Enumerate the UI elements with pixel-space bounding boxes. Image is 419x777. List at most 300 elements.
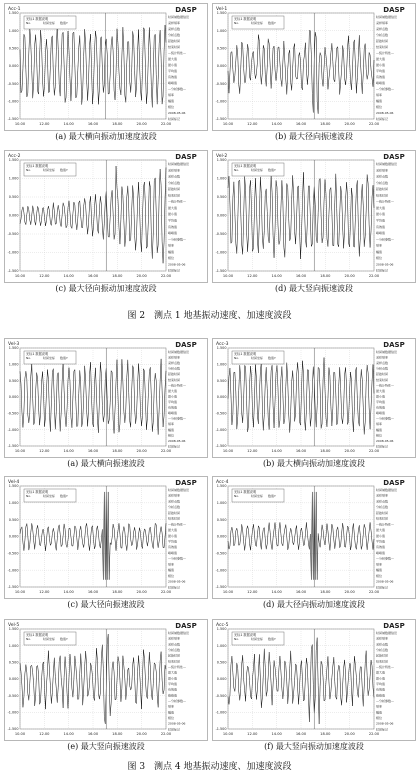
x-tick-label: 10.00 xyxy=(14,274,26,278)
y-tick-label: -1.000 xyxy=(215,568,227,573)
x-tick-label: 10.00 xyxy=(222,732,234,736)
cursor-info-col: 数值Y xyxy=(268,637,276,641)
panel-caption: (a) 最大横向振速波段 xyxy=(67,459,145,468)
dasp-side-text: —统计特性— xyxy=(376,51,395,55)
dasp-side-text: 时间域数据信息 xyxy=(168,162,190,166)
x-tick-label: 20.00 xyxy=(136,732,147,736)
cursor-info-col: 时间坐标 xyxy=(251,168,264,172)
x-tick-label: 14.00 xyxy=(63,449,74,453)
x-tick-label: 18.00 xyxy=(112,122,123,126)
cursor-info-col: No. xyxy=(26,21,31,25)
cursor-info-col: No. xyxy=(26,356,31,360)
x-tick-label: 10.00 xyxy=(14,732,26,736)
panel-caption: (d) 最大径向振动加速度波段 xyxy=(263,600,365,609)
dasp-logo: DASP xyxy=(383,622,405,630)
dasp-side-text: 结束时间 xyxy=(376,193,389,198)
dasp-side-text: 时间标记 xyxy=(376,268,389,273)
dasp-side-text: 平均值 xyxy=(376,400,386,404)
y-tick-label: -0.500 xyxy=(215,693,227,698)
dasp-side-text: —分析参数— xyxy=(376,416,395,421)
dasp-side-text: 时间域数据信息 xyxy=(168,15,190,19)
x-tick-label: 20.00 xyxy=(136,590,147,594)
x-tick-label: 20.00 xyxy=(344,590,355,594)
x-tick-label: 22.00 xyxy=(368,732,380,736)
y-tick-label: 1.000 xyxy=(216,643,227,648)
y-tick-label: 1.000 xyxy=(216,501,227,506)
x-tick-label: 20.00 xyxy=(136,122,147,126)
cursor-info-col: 数值Y xyxy=(268,168,276,172)
waveform-plot xyxy=(4,619,208,741)
dasp-side-text: 2008-05-06 xyxy=(376,721,394,726)
x-tick-label: 18.00 xyxy=(320,732,331,736)
dasp-side-text: 有效值 xyxy=(168,687,178,692)
x-tick-label: 20.00 xyxy=(136,449,147,453)
cursor-info-col: No. xyxy=(26,637,31,641)
dasp-logo: DASP xyxy=(175,153,197,161)
cursor-info-col: 时间坐标 xyxy=(43,356,56,360)
waveform-plot xyxy=(4,150,208,283)
x-tick-label: 18.00 xyxy=(112,732,123,736)
cursor-info-col: 数值Y xyxy=(60,356,68,360)
y-tick-label: 1.000 xyxy=(8,643,19,648)
dasp-side-text: 起始时间 xyxy=(168,372,181,377)
dasp-side-text: 结束时间 xyxy=(376,516,389,521)
y-tick-label: 0.000 xyxy=(216,677,227,682)
dasp-side-text: 分析点数 xyxy=(168,648,181,652)
dasp-side-text: 采样点数 xyxy=(376,27,389,31)
dasp-side-text: 2008-05-06 xyxy=(376,579,394,584)
x-tick-label: 12.00 xyxy=(247,590,258,594)
x-tick-label: 10.00 xyxy=(14,122,26,126)
dasp-side-text: 相位 xyxy=(376,716,383,720)
dasp-side-text: 分析点数 xyxy=(376,505,389,510)
dasp-side-text: 有效值 xyxy=(168,545,178,550)
waveform-panel-3f xyxy=(212,619,416,753)
y-tick-label: -1.500 xyxy=(7,585,19,590)
dasp-logo: DASP xyxy=(383,6,405,14)
dasp-side-text: 时间标记 xyxy=(168,585,181,590)
dasp-side-text: 时间域数据信息 xyxy=(168,350,190,354)
dasp-side-text: 结束时间 xyxy=(376,377,389,382)
dasp-side-text: 采样点数 xyxy=(168,642,181,647)
dasp-side-text: 分析点数 xyxy=(168,33,181,37)
dasp-side-text: 频率 xyxy=(376,704,383,709)
waveform-plot xyxy=(212,476,416,599)
dasp-side-text: 相位 xyxy=(376,433,383,438)
x-tick-label: 14.00 xyxy=(271,122,282,126)
y-tick-label: 1.500 xyxy=(8,484,19,489)
dasp-logo: DASP xyxy=(175,6,197,14)
y-tick-label: 0.000 xyxy=(8,534,19,539)
cursor-info-header: 光标1 数据说明 xyxy=(234,164,257,168)
x-tick-label: 16.00 xyxy=(295,122,307,126)
x-tick-label: 16.00 xyxy=(295,449,307,453)
dasp-side-text: 最大值 xyxy=(168,205,178,210)
channel-label: Acc-5 xyxy=(216,623,229,628)
panel-caption: (b) 最大径向振速波段 xyxy=(275,132,353,141)
dasp-side-text: 相位 xyxy=(168,716,175,720)
channel-label: Vel-2 xyxy=(216,154,228,159)
dasp-side-text: —分析参数— xyxy=(376,699,395,703)
dasp-side-text: 分析点数 xyxy=(376,180,389,185)
dasp-side-text: 时间标记 xyxy=(168,117,181,121)
x-tick-label: 20.00 xyxy=(344,732,355,736)
y-tick-label: 0.000 xyxy=(216,534,227,539)
y-tick-label: 1.000 xyxy=(216,176,227,181)
dasp-side-text: 采样频率 xyxy=(376,168,389,173)
y-tick-label: 0.000 xyxy=(216,213,227,218)
x-tick-label: 12.00 xyxy=(39,590,50,594)
dasp-side-text: 有效值 xyxy=(168,405,178,410)
x-tick-label: 16.00 xyxy=(87,122,99,126)
y-tick-label: 1.500 xyxy=(216,346,227,351)
waveform-panel-3e xyxy=(4,619,208,753)
dasp-side-text: 起始时间 xyxy=(376,372,389,377)
dasp-side-text: —统计特性— xyxy=(168,522,187,527)
y-tick-label: 1.500 xyxy=(216,484,227,489)
dasp-side-text: 采样点数 xyxy=(376,361,389,366)
dasp-side-text: —统计特性— xyxy=(376,383,395,388)
dasp-side-text: —分析参数— xyxy=(168,237,187,242)
x-tick-label: 14.00 xyxy=(63,590,74,594)
dasp-side-text: 平均值 xyxy=(168,682,178,686)
dasp-side-text: 幅值 xyxy=(168,99,175,103)
x-tick-label: 18.00 xyxy=(112,590,123,594)
channel-label: Vel-1 xyxy=(216,7,228,12)
y-tick-label: -1.000 xyxy=(215,710,227,715)
cursor-info-col: 数值Y xyxy=(60,21,68,25)
dasp-side-text: 起始时间 xyxy=(376,187,389,192)
cursor-info-col: 数值Y xyxy=(268,356,276,360)
cursor-info-header: 光标1 数据说明 xyxy=(234,17,257,21)
dasp-side-text: 采样频率 xyxy=(168,355,181,360)
dasp-side-text: —统计特性— xyxy=(376,199,395,204)
y-tick-label: 0.000 xyxy=(8,677,19,682)
dasp-side-text: 采样频率 xyxy=(168,636,181,641)
dasp-side-text: 采样点数 xyxy=(376,499,389,504)
dasp-side-text: 平均值 xyxy=(168,400,178,404)
y-tick-label: 1.500 xyxy=(8,627,19,632)
x-tick-label: 12.00 xyxy=(39,274,50,278)
dasp-side-text: 2008-05-06 xyxy=(168,262,186,267)
cursor-info-header: 光标1 数据说明 xyxy=(26,352,49,356)
dasp-side-text: 频率 xyxy=(168,562,175,567)
dasp-side-text: 幅值 xyxy=(168,568,175,573)
dasp-side-text: 2008-05-06 xyxy=(168,111,186,115)
y-tick-label: 1.000 xyxy=(8,28,19,33)
dasp-side-text: 有效值 xyxy=(168,75,178,79)
figure-2-caption: 图 2 测点 1 地基振动速度、加速度波段 xyxy=(127,311,292,321)
dasp-side-text: 采样点数 xyxy=(376,642,389,647)
dasp-side-text: 时间标记 xyxy=(168,444,181,449)
dasp-side-text: 结束时间 xyxy=(376,659,389,664)
x-tick-label: 14.00 xyxy=(63,732,74,736)
y-tick-label: -0.500 xyxy=(7,232,19,237)
dasp-side-text: 最小值 xyxy=(168,63,178,67)
dasp-side-text: 相位 xyxy=(376,573,383,578)
dasp-side-text: 幅值 xyxy=(376,99,383,103)
x-tick-label: 20.00 xyxy=(344,449,355,453)
x-tick-label: 22.00 xyxy=(160,449,172,453)
x-tick-label: 14.00 xyxy=(271,449,282,453)
dasp-side-text: 起始时间 xyxy=(376,653,389,658)
cursor-info-col: No. xyxy=(234,494,239,498)
waveform-panel-3d xyxy=(212,476,416,611)
x-tick-label: 12.00 xyxy=(39,449,50,453)
dasp-side-text: 频率 xyxy=(168,704,175,709)
dasp-logo: DASP xyxy=(175,341,197,349)
dasp-logo: DASP xyxy=(175,622,197,630)
dasp-side-text: 采样频率 xyxy=(376,355,389,360)
y-tick-label: 0.000 xyxy=(216,64,227,69)
x-tick-label: 10.00 xyxy=(14,590,26,594)
cursor-info-col: No. xyxy=(234,21,239,25)
dasp-side-text: 频率 xyxy=(376,93,383,97)
dasp-side-text: 2008-05-06 xyxy=(376,438,394,443)
cursor-info-col: 时间坐标 xyxy=(251,21,264,25)
dasp-side-text: 起始时间 xyxy=(376,510,389,515)
dasp-side-text: 平均值 xyxy=(376,69,386,73)
y-tick-label: 0.000 xyxy=(8,64,19,69)
dasp-side-text: 平均值 xyxy=(376,218,386,223)
cursor-info-col: 数值Y xyxy=(268,21,276,25)
dasp-side-text: 有效值 xyxy=(376,687,386,692)
y-tick-label: -0.500 xyxy=(215,411,227,416)
dasp-side-text: 最大值 xyxy=(168,57,178,61)
y-tick-label: 0.500 xyxy=(216,46,227,51)
waveform-plot xyxy=(212,338,416,458)
dasp-side-text: 幅值 xyxy=(168,249,175,254)
dasp-side-text: 结束时间 xyxy=(376,45,389,49)
dasp-side-text: 时间标记 xyxy=(376,444,389,449)
channel-label: Acc-4 xyxy=(216,480,229,485)
dasp-side-text: 频率 xyxy=(376,243,383,248)
dasp-side-text: 幅值 xyxy=(376,710,383,715)
x-tick-label: 18.00 xyxy=(112,449,123,453)
dasp-side-text: 分析点数 xyxy=(168,505,181,510)
cursor-info-header: 光标1 数据说明 xyxy=(26,633,49,637)
dasp-logo: DASP xyxy=(383,341,405,349)
dasp-side-text: 平均值 xyxy=(376,682,386,686)
dasp-side-text: —统计特性— xyxy=(376,665,395,669)
dasp-side-text: —统计特性— xyxy=(168,383,187,388)
x-tick-label: 14.00 xyxy=(63,122,74,126)
dasp-side-text: 幅值 xyxy=(376,568,383,573)
panel-caption: (c) 最大径向振速波段 xyxy=(67,600,145,609)
cursor-info-header: 光标1 数据说明 xyxy=(234,490,257,494)
dasp-side-text: —统计特性— xyxy=(376,522,395,527)
y-tick-label: 0.000 xyxy=(8,213,19,218)
y-tick-label: 1.500 xyxy=(8,11,19,16)
y-tick-label: -1.500 xyxy=(7,117,19,122)
panel-caption: (c) 最大径向振动加速度波段 xyxy=(55,284,157,293)
x-tick-label: 22.00 xyxy=(368,122,380,126)
dasp-side-text: 相位 xyxy=(168,433,175,438)
x-tick-label: 16.00 xyxy=(87,732,99,736)
y-tick-label: -1.000 xyxy=(7,99,19,104)
dasp-side-text: 采样点数 xyxy=(168,174,181,179)
x-tick-label: 12.00 xyxy=(39,122,50,126)
dasp-side-text: 时间域数据信息 xyxy=(376,15,398,19)
dasp-side-text: 采样频率 xyxy=(376,493,389,498)
dasp-logo: DASP xyxy=(175,479,197,487)
x-tick-label: 18.00 xyxy=(320,449,331,453)
cursor-info-header: 光标1 数据说明 xyxy=(234,352,257,356)
dasp-side-text: 最小值 xyxy=(376,533,386,538)
y-tick-label: -1.500 xyxy=(215,727,227,732)
x-tick-label: 12.00 xyxy=(247,122,258,126)
dasp-side-text: 幅值 xyxy=(376,427,383,432)
dasp-side-text: 频率 xyxy=(168,243,175,248)
waveform-panel-3c xyxy=(4,476,208,611)
dasp-side-text: 有效值 xyxy=(376,75,386,79)
x-tick-label: 18.00 xyxy=(320,274,331,278)
dasp-side-text: 有效值 xyxy=(376,224,386,229)
cursor-info-col: 时间坐标 xyxy=(251,356,264,360)
cursor-info-col: 时间坐标 xyxy=(251,637,264,641)
dasp-side-text: 平均值 xyxy=(168,218,178,223)
figure-3-caption: 图 3 测点 4 地基振动速度、加速度波段 xyxy=(127,762,292,772)
y-tick-label: 0.500 xyxy=(8,517,19,522)
dasp-side-text: 时间域数据信息 xyxy=(376,488,398,492)
waveform-plot xyxy=(4,3,208,131)
x-tick-label: 22.00 xyxy=(160,122,172,126)
cursor-info-header: 光标1 数据说明 xyxy=(26,490,49,494)
cursor-info-col: 数值Y xyxy=(60,494,68,498)
y-tick-label: -0.500 xyxy=(7,411,19,416)
dasp-side-text: 最小值 xyxy=(376,63,386,67)
dasp-side-text: 最大值 xyxy=(168,388,178,393)
x-tick-label: 18.00 xyxy=(320,122,331,126)
y-tick-label: 0.500 xyxy=(216,378,227,383)
waveform-plot xyxy=(212,619,416,741)
y-tick-label: -1.000 xyxy=(215,427,227,432)
channel-label: Vel-3 xyxy=(8,342,20,347)
x-tick-label: 16.00 xyxy=(295,590,307,594)
y-tick-label: 0.000 xyxy=(216,395,227,400)
cursor-info-col: 时间坐标 xyxy=(251,494,264,498)
y-tick-label: -1.000 xyxy=(7,568,19,573)
cursor-info-col: 数值Y xyxy=(268,494,276,498)
cursor-info-col: 时间坐标 xyxy=(43,637,56,641)
y-tick-label: 1.500 xyxy=(216,11,227,16)
dasp-side-text: 最小值 xyxy=(168,533,178,538)
cursor-info-col: 时间坐标 xyxy=(43,21,56,25)
dasp-logo: DASP xyxy=(383,479,405,487)
y-tick-label: 0.500 xyxy=(8,660,19,665)
dasp-side-text: 频率 xyxy=(168,422,175,427)
dasp-side-text: 峰峰值 xyxy=(168,550,178,555)
waveform-panel-3b xyxy=(212,338,416,470)
y-tick-label: -1.000 xyxy=(7,427,19,432)
cursor-info-header: 光标1 数据说明 xyxy=(234,633,257,637)
dasp-side-text: 时间标记 xyxy=(168,268,181,273)
dasp-side-text: 时间域数据信息 xyxy=(376,350,398,354)
dasp-side-text: 2008-05-06 xyxy=(168,438,186,443)
dasp-side-text: 峰峰值 xyxy=(376,81,386,85)
dasp-side-text: 分析点数 xyxy=(168,366,181,371)
dasp-side-text: 采样频率 xyxy=(376,636,389,641)
cursor-info-header: 光标1 数据说明 xyxy=(26,17,49,21)
dasp-side-text: 时间域数据信息 xyxy=(376,162,398,166)
waveform-plot xyxy=(4,476,208,599)
cursor-info-col: 数值Y xyxy=(60,637,68,641)
dasp-side-text: 采样点数 xyxy=(168,499,181,504)
y-tick-label: 1.500 xyxy=(216,627,227,632)
dasp-side-text: 频率 xyxy=(168,93,175,97)
dasp-side-text: —分析参数— xyxy=(376,87,395,91)
y-tick-label: -1.500 xyxy=(215,117,227,122)
dasp-side-text: 相位 xyxy=(168,256,175,261)
dasp-side-text: —分析参数— xyxy=(168,699,187,703)
dasp-side-text: 峰峰值 xyxy=(168,231,178,236)
dasp-side-text: 结束时间 xyxy=(168,45,181,49)
dasp-side-text: 采样频率 xyxy=(168,168,181,173)
waveform-plot xyxy=(4,338,208,458)
x-tick-label: 16.00 xyxy=(87,590,99,594)
dasp-side-text: 起始时间 xyxy=(168,187,181,192)
x-tick-label: 18.00 xyxy=(112,274,123,278)
x-tick-label: 16.00 xyxy=(295,732,307,736)
cursor-info-col: No. xyxy=(26,494,31,498)
x-tick-label: 14.00 xyxy=(271,590,282,594)
y-tick-label: -1.500 xyxy=(215,269,227,274)
x-tick-label: 12.00 xyxy=(247,274,258,278)
y-tick-label: -0.500 xyxy=(7,693,19,698)
dasp-side-text: 采样点数 xyxy=(168,27,181,31)
y-tick-label: -1.000 xyxy=(7,710,19,715)
y-tick-label: 1.000 xyxy=(8,362,19,367)
dasp-side-text: 相位 xyxy=(168,105,175,109)
cursor-info-col: No. xyxy=(234,637,239,641)
x-tick-label: 20.00 xyxy=(344,274,355,278)
dasp-side-text: 时间标记 xyxy=(376,117,389,121)
cursor-info-col: 时间坐标 xyxy=(43,494,56,498)
dasp-side-text: —统计特性— xyxy=(168,51,187,55)
y-tick-label: -1.500 xyxy=(215,444,227,449)
waveform-panel-2a xyxy=(4,3,208,143)
x-tick-label: 16.00 xyxy=(295,274,307,278)
dasp-side-text: 相位 xyxy=(376,256,383,261)
dasp-side-text: 峰峰值 xyxy=(376,411,386,416)
x-tick-label: 14.00 xyxy=(271,274,282,278)
cursor-info-col: No. xyxy=(234,356,239,360)
y-tick-label: -1.500 xyxy=(215,585,227,590)
dasp-side-text: 时间域数据信息 xyxy=(168,488,190,492)
x-tick-label: 22.00 xyxy=(368,274,380,278)
dasp-side-text: 平均值 xyxy=(376,539,386,544)
channel-label: Acc-2 xyxy=(8,154,21,159)
dasp-side-text: 相位 xyxy=(376,105,383,109)
y-tick-label: -0.500 xyxy=(215,81,227,86)
x-tick-label: 12.00 xyxy=(247,449,258,453)
x-tick-label: 12.00 xyxy=(247,732,258,736)
dasp-side-text: 分析点数 xyxy=(376,648,389,652)
y-tick-label: -1.000 xyxy=(215,99,227,104)
x-tick-label: 20.00 xyxy=(136,274,147,278)
y-tick-label: -1.000 xyxy=(215,250,227,255)
dasp-side-text: 起始时间 xyxy=(168,510,181,515)
dasp-side-text: 起始时间 xyxy=(376,39,389,43)
dasp-side-text: 2008-05-06 xyxy=(168,721,186,726)
dasp-side-text: 有效值 xyxy=(376,405,386,410)
x-tick-label: 12.00 xyxy=(39,732,50,736)
y-tick-label: -1.500 xyxy=(7,444,19,449)
dasp-side-text: 结束时间 xyxy=(168,377,181,382)
dasp-side-text: 分析点数 xyxy=(376,33,389,37)
dasp-side-text: 幅值 xyxy=(168,710,175,715)
channel-label: Vel-5 xyxy=(8,623,20,628)
